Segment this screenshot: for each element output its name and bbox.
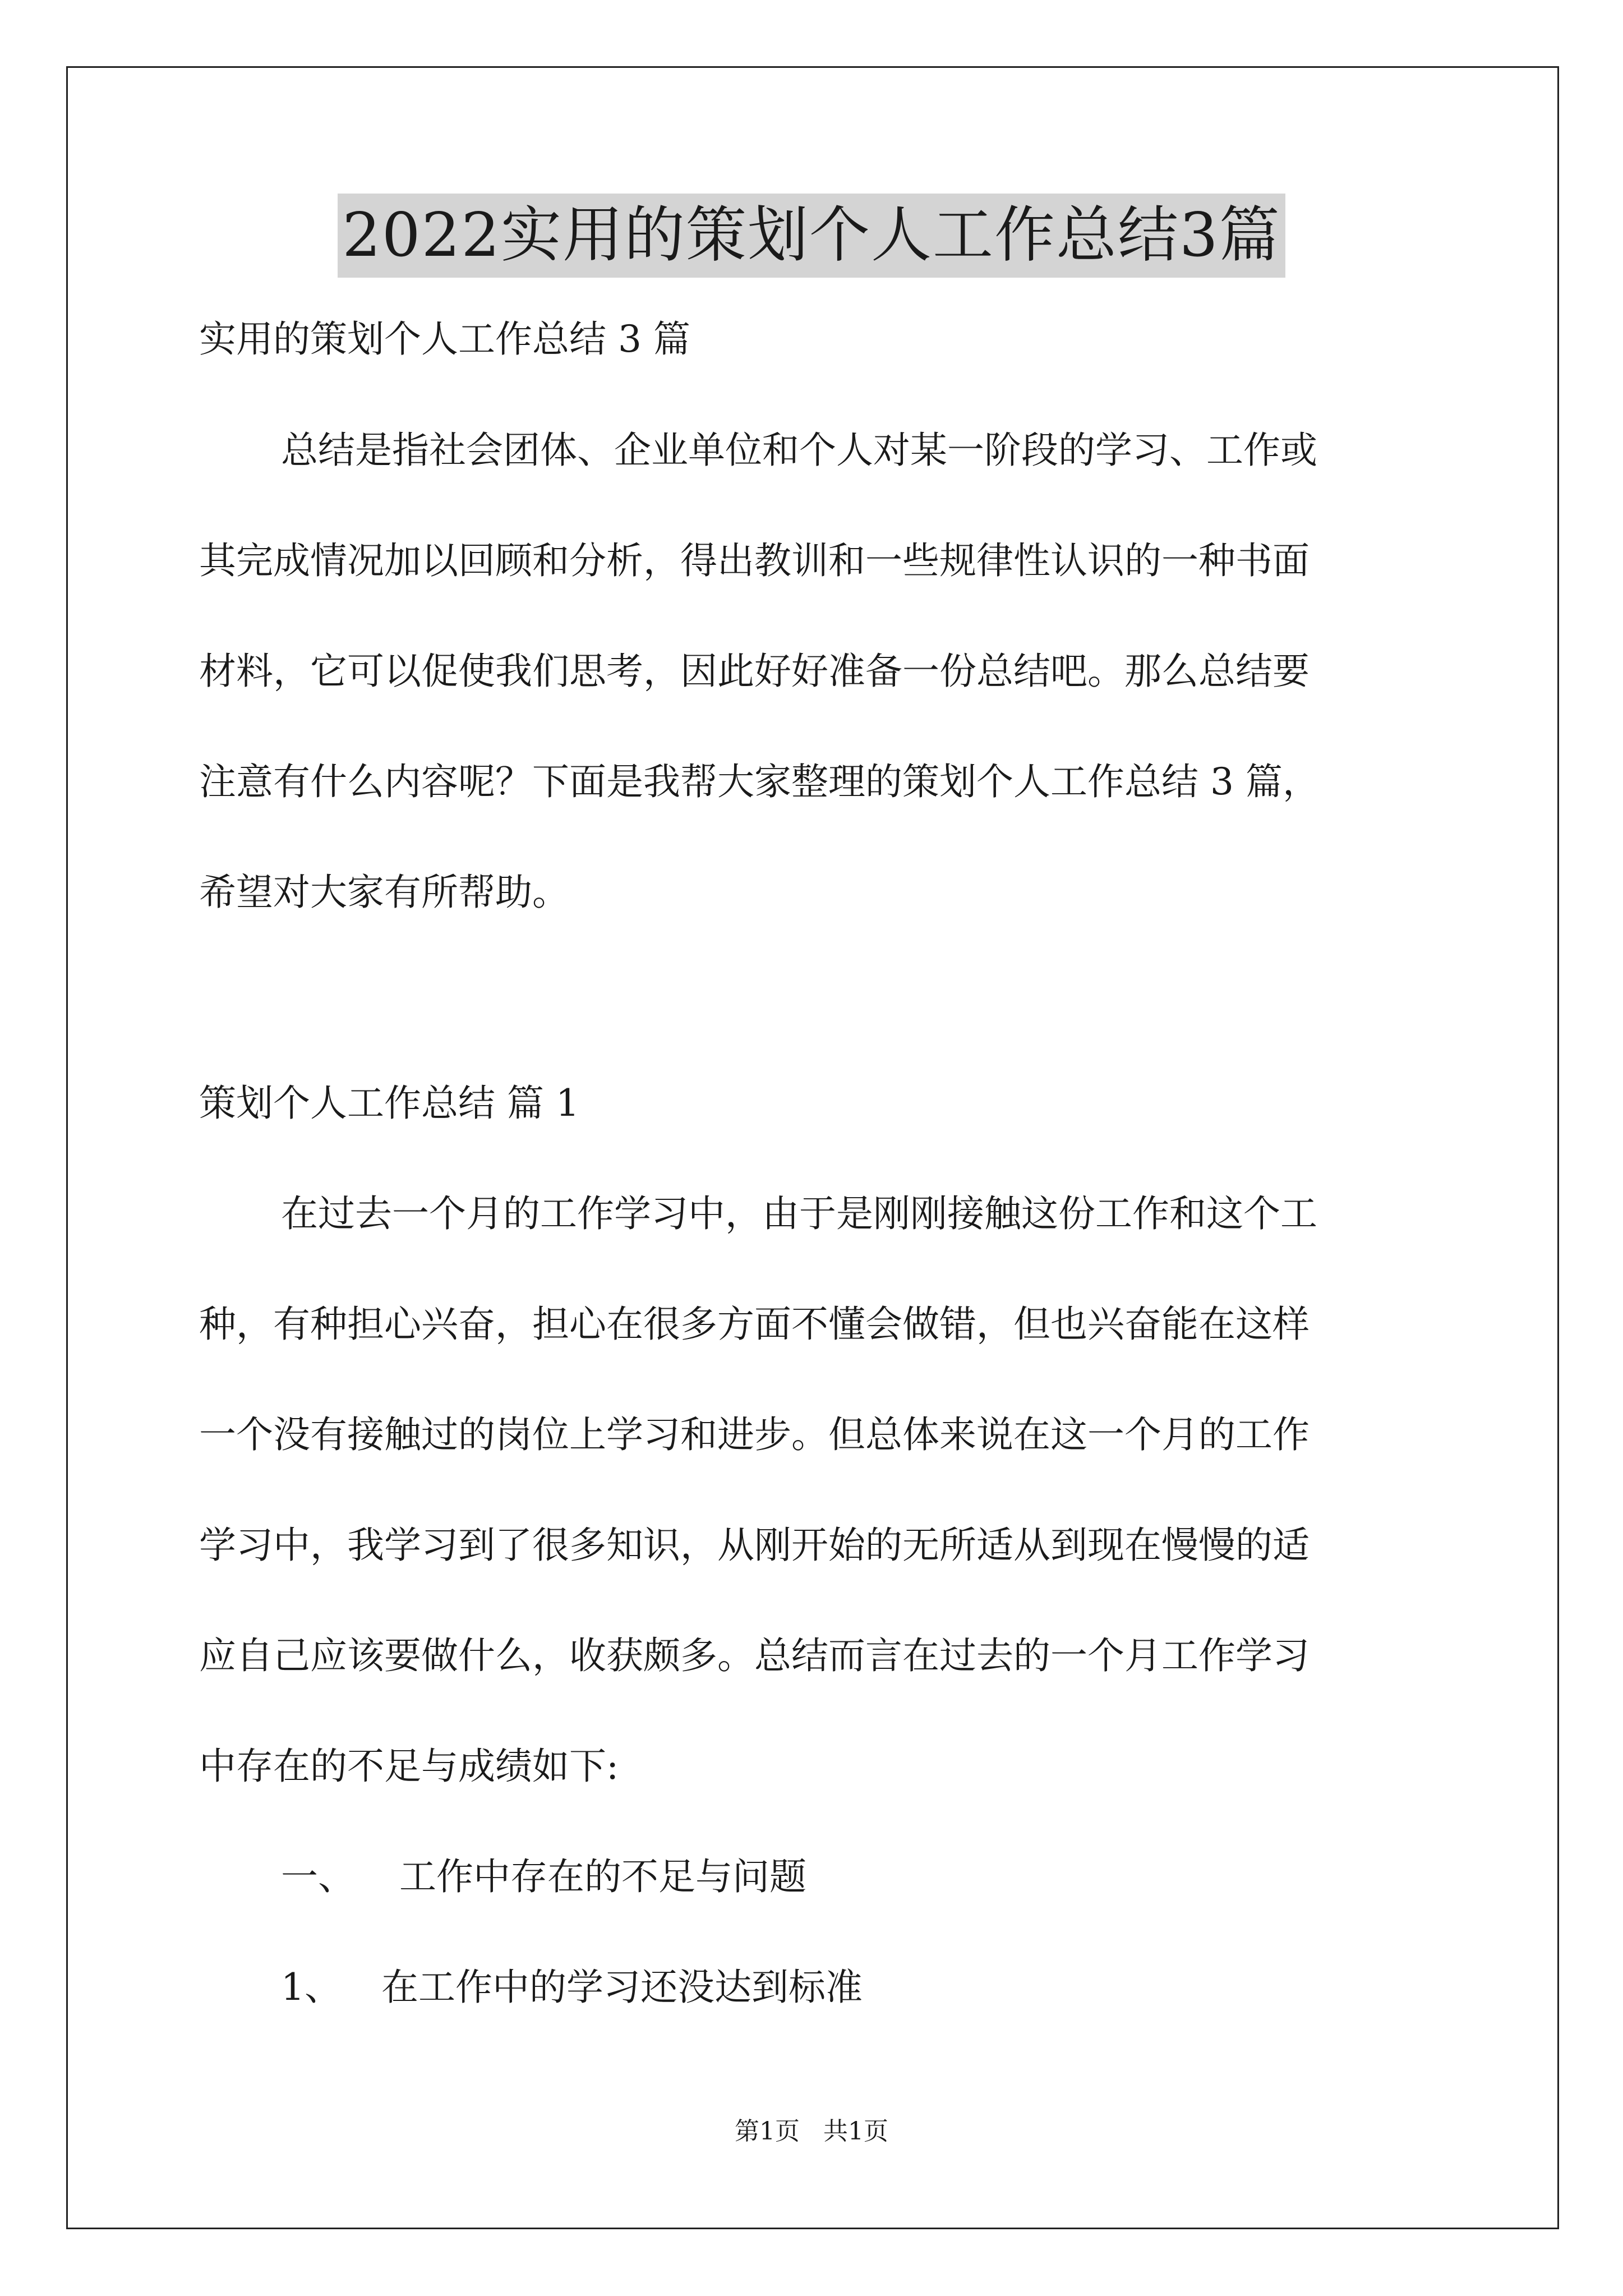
section-line: 一个没有接触过的岗位上学习和进步。但总体来说在这一个月的工作 (199, 1413, 1310, 1456)
section-line: 应自己应该要做什么，收获颇多。总结而言在过去的一个月工作学习 (199, 1634, 1310, 1677)
title-container (0, 194, 1623, 278)
subtitle: 实用的策划个人工作总结 3 篇 (199, 318, 690, 361)
intro-line: 总结是指社会团体、企业单位和个人对某一阶段的学习、工作或 (281, 429, 1317, 472)
list-item-marker: 一、 (281, 1855, 355, 1898)
intro-line: 希望对大家有所帮助。 (199, 871, 569, 914)
section-heading: 策划个人工作总结 篇 1 (199, 1082, 579, 1125)
list-item (199, 1855, 1427, 1899)
section-line: 学习中，我学习到了很多知识，从刚开始的无所适从到现在慢慢的适 (199, 1524, 1310, 1567)
list-item-text: 在工作中的学习还没达到标准 (381, 1966, 863, 2009)
intro-line: 注意有什么内容呢？下面是我帮大家整理的策划个人工作总结 3 篇， (199, 760, 1320, 803)
section-line: 中存在的不足与成绩如下: (199, 1745, 619, 1788)
document-title: 2022实用的策划个人工作总结3篇 (338, 194, 1285, 278)
page-footer: 第1页 共1页 (735, 2117, 888, 2146)
list-item-text: 工作中存在的不足与问题 (399, 1855, 806, 1898)
list-item-marker: 1、 (281, 1966, 342, 2009)
section-line: 在过去一个月的工作学习中，由于是刚刚接触这份工作和这个工 (281, 1192, 1317, 1235)
list-item (199, 1965, 1427, 2010)
section-line: 种，有种担心兴奋，担心在很多方面不懂会做错，但也兴奋能在这样 (199, 1303, 1310, 1346)
document-body (199, 300, 1427, 2010)
intro-line: 其完成情况加以回顾和分析，得出教训和一些规律性认识的一种书面 (199, 539, 1310, 582)
intro-line: 材料，它可以促使我们思考，因此好好准备一份总结吧。那么总结要 (199, 650, 1310, 693)
